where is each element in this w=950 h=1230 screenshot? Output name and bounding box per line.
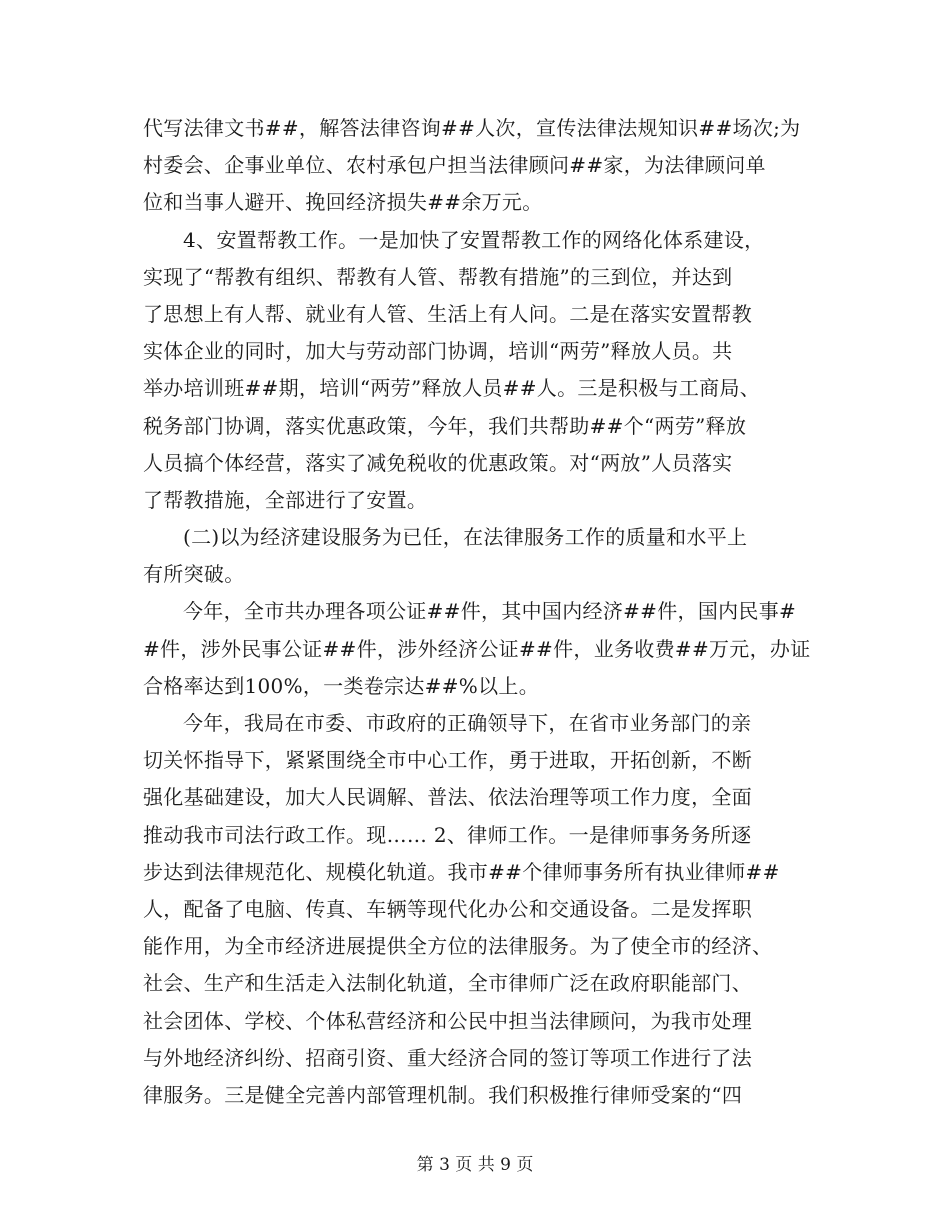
section-heading-line: 有所突破。 [143,562,245,587]
text-line: 实现了“帮教有组织、帮教有人管、帮教有措施”的三到位，并达到 [143,264,733,289]
text-line: 合格率达到100%，一类卷宗达##%以上。 [143,673,539,698]
text-line: 人，配备了电脑、传真、车辆等现代化办公和交通设备。二是发挥职 [143,896,752,921]
text-line: 社会、生产和生活走入法制化轨道，全市律师广泛在政府职能部门、 [143,971,752,996]
paragraph-start-line: 今年，全市共办理各项公证##件，其中国内经济##件，国内民事# [183,599,797,624]
text-line: 推动我市司法行政工作。现…… 2、律师工作。一是律师事务务所逐 [143,822,752,847]
document-body [143,110,813,1114]
text-line: 了思想上有人帮、就业有人管、生活上有人问。二是在落实安置帮教 [143,301,752,326]
page-number-footer: 第 3 页 共 9 页 [416,1155,534,1175]
text-line: 位和当事人避开、挽回经济损失##余万元。 [143,190,543,215]
text-line: 步达到法律规范化、规模化轨道。我市##个律师事务所有执业律师## [143,859,780,884]
text-line: 实体企业的同时，加大与劳动部门协调，培训“两劳”释放人员。共 [143,339,733,364]
paragraph-start-line: 今年，我局在市委、市政府的正确领导下，在省市业务部门的亲 [183,711,752,735]
text-line: 社会团体、学校、个体私营经济和公民中担当法律顾问，为我市处理 [143,1008,752,1033]
text-line: #件，涉外民事公证##件，涉外经济公证##件，业务收费##万元，办证 [143,636,811,661]
section-heading-line: (二)以为经济建设服务为已任，在法律服务工作的质量和水平上 [183,525,748,550]
text-line: 律服务。三是健全完善内部管理机制。我们积极推行律师受案的“四 [143,1082,743,1107]
text-line: 村委会、企事业单位、农村承包户担当法律顾问##家，为法律顾问单 [143,153,766,178]
text-line: 与外地经济纠纷、招商引资、重大经济合同的签订等项工作进行了法 [143,1045,752,1070]
text-line: 切关怀指导下，紧紧围绕全市中心工作，勇于进取，开拓创新，不断 [143,748,752,773]
text-line: 能作用，为全市经济进展提供全方位的法律服务。为了使全市的经济、 [143,934,773,959]
text-line: 代写法律文书##，解答法律咨询##人次，宣传法律法规知识##场次;为 [143,116,801,140]
text-line: 举办培训班##期，培训“两劳”释放人员##人。三是积极与工商局、 [143,376,761,401]
text-line: 了帮教措施，全部进行了安置。 [143,487,428,512]
text-line: 人员搞个体经营，落实了减免税收的优惠政策。对“两放”人员落实 [143,450,733,475]
text-line: 强化基础建设，加大人民调解、普法、依法治理等项工作力度，全面 [143,785,752,810]
paragraph-start-line: 4、安置帮教工作。一是加快了安置帮教工作的网络化体系建设， [183,227,765,252]
text-line: 税务部门协调，落实优惠政策，今年，我们共帮助##个“两劳”释放 [143,413,747,438]
